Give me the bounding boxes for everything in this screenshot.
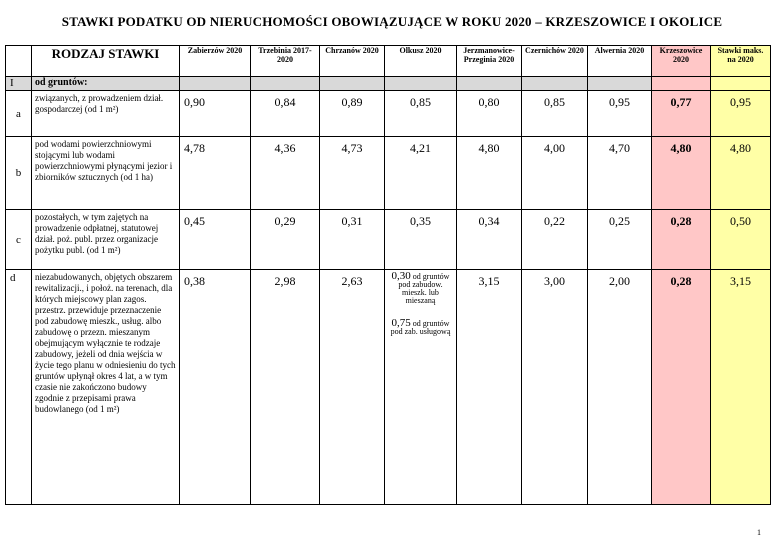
cell-value: 0,85 — [385, 91, 457, 137]
cell-value-krzeszowice: 0,28 — [652, 270, 711, 505]
cell-value-max: 0,50 — [711, 210, 771, 270]
cell-value-krzeszowice: 4,80 — [652, 137, 711, 210]
cell-value: 4,70 — [588, 137, 652, 210]
cell-value: 0,22 — [522, 210, 588, 270]
table-row — [6, 210, 771, 270]
cell-value: 4,00 — [522, 137, 588, 210]
cell-value: 2,63 — [320, 270, 385, 505]
cell-value: 3,00 — [522, 270, 588, 505]
olkusz-note-1: od gruntów pod zabudow. mieszk. lub mieszaną — [398, 272, 450, 305]
cell-value-max: 3,15 — [711, 270, 771, 505]
row-description: pod wodami powierzchniowymi stojącymi lub wodami powierzchniowymi płynącymi jezior i zbiorników sztucznych (od 1 ha) — [32, 137, 180, 210]
header-stawki-maks: Stawki maks. na 2020 — [711, 46, 771, 77]
row-letter: d — [6, 270, 32, 505]
cell-value: 0,80 — [457, 91, 522, 137]
table-row — [6, 270, 771, 505]
cell-value: 4,78 — [180, 137, 251, 210]
row-description: związanych, z prowadzeniem dział. gospodarczej (od 1 m²) — [32, 91, 180, 137]
row-letter: a — [6, 91, 32, 137]
row-letter: c — [6, 210, 32, 270]
cell-value: 4,21 — [385, 137, 457, 210]
page-number: 1 — [757, 528, 761, 537]
cell-value-krzeszowice: 0,77 — [652, 91, 711, 137]
cell-value: 0,35 — [385, 210, 457, 270]
cell-value: 4,73 — [320, 137, 385, 210]
page-title: STAWKI PODATKU OD NIERUCHOMOŚCI OBOWIĄZUJĄCE W ROKU 2020 – KRZESZOWICE I OKOLICE — [61, 14, 723, 29]
olkusz-value-2: 0,75 — [391, 317, 411, 329]
cell-value-max: 4,80 — [711, 137, 771, 210]
cell-value-olkusz — [385, 270, 457, 505]
section-number: I — [6, 77, 32, 91]
header-row — [6, 46, 771, 77]
cell-value: 4,36 — [251, 137, 320, 210]
cell-value: 4,80 — [457, 137, 522, 210]
cell-value: 0,84 — [251, 91, 320, 137]
header-chrzanow: Chrzanów 2020 — [320, 46, 385, 77]
cell-value-max: 0,95 — [711, 91, 771, 137]
row-description: pozostałych, w tym zajętych na prowadzenie odpłatnej, statutowej dział. poż. publ. przez organizacje pożytku publ. (od 1 m²) — [32, 210, 180, 270]
cell-value: 0,95 — [588, 91, 652, 137]
cell-value: 2,00 — [588, 270, 652, 505]
header-czernichow: Czernichów 2020 — [522, 46, 588, 77]
cell-value: 0,34 — [457, 210, 522, 270]
tax-rates-table — [5, 45, 771, 505]
cell-value: 0,85 — [522, 91, 588, 137]
cell-value: 0,31 — [320, 210, 385, 270]
header-alwernia: Alwernia 2020 — [588, 46, 652, 77]
cell-value: 3,15 — [457, 270, 522, 505]
olkusz-note-2: od gruntów pod zab. usługową — [390, 319, 451, 336]
row-letter: b — [6, 137, 32, 210]
cell-value: 0,89 — [320, 91, 385, 137]
header-jerzmanowice: Jerzmanowice-Przeginia 2020 — [457, 46, 522, 77]
section-label: od gruntów: — [32, 77, 180, 91]
row-description: niezabudowanych, objętych obszarem rewitalizacji., i położ. na terenach, dla których miejscowy plan zagos. przestrz. przewiduje przeznaczenie pod zabudowę mieszk., usług. albo zabudowę o przezn. mieszanym obejmującym wyłącznie te rodzaje zabudowy, jeżeli od dnia wejścia w życie tego planu w odniesieniu do tych gruntów upłynął okres 4 lat, a w tym czasie nie zakończono budowy zgodnie z przepisami prawa budowlanego (od 1 m²) — [32, 270, 180, 505]
cell-value: 2,98 — [251, 270, 320, 505]
table-row — [6, 137, 771, 210]
cell-value: 0,45 — [180, 210, 251, 270]
olkusz-value-1: 0,30 — [391, 270, 411, 282]
header-olkusz: Olkusz 2020 — [385, 46, 457, 77]
table-row — [6, 91, 771, 137]
section-row — [6, 77, 771, 91]
header-rodzaj-stawki: RODZAJ STAWKI — [32, 46, 180, 77]
header-trzebinia: Trzebinia 2017-2020 — [251, 46, 320, 77]
cell-value: 0,29 — [251, 210, 320, 270]
header-krzeszowice: Krzeszowice 2020 — [652, 46, 711, 77]
cell-value: 0,90 — [180, 91, 251, 137]
cell-value-krzeszowice: 0,28 — [652, 210, 711, 270]
cell-value: 0,25 — [588, 210, 652, 270]
header-corner — [6, 46, 32, 77]
cell-value: 0,38 — [180, 270, 251, 505]
header-zabierzow: Zabierzów 2020 — [180, 46, 251, 77]
